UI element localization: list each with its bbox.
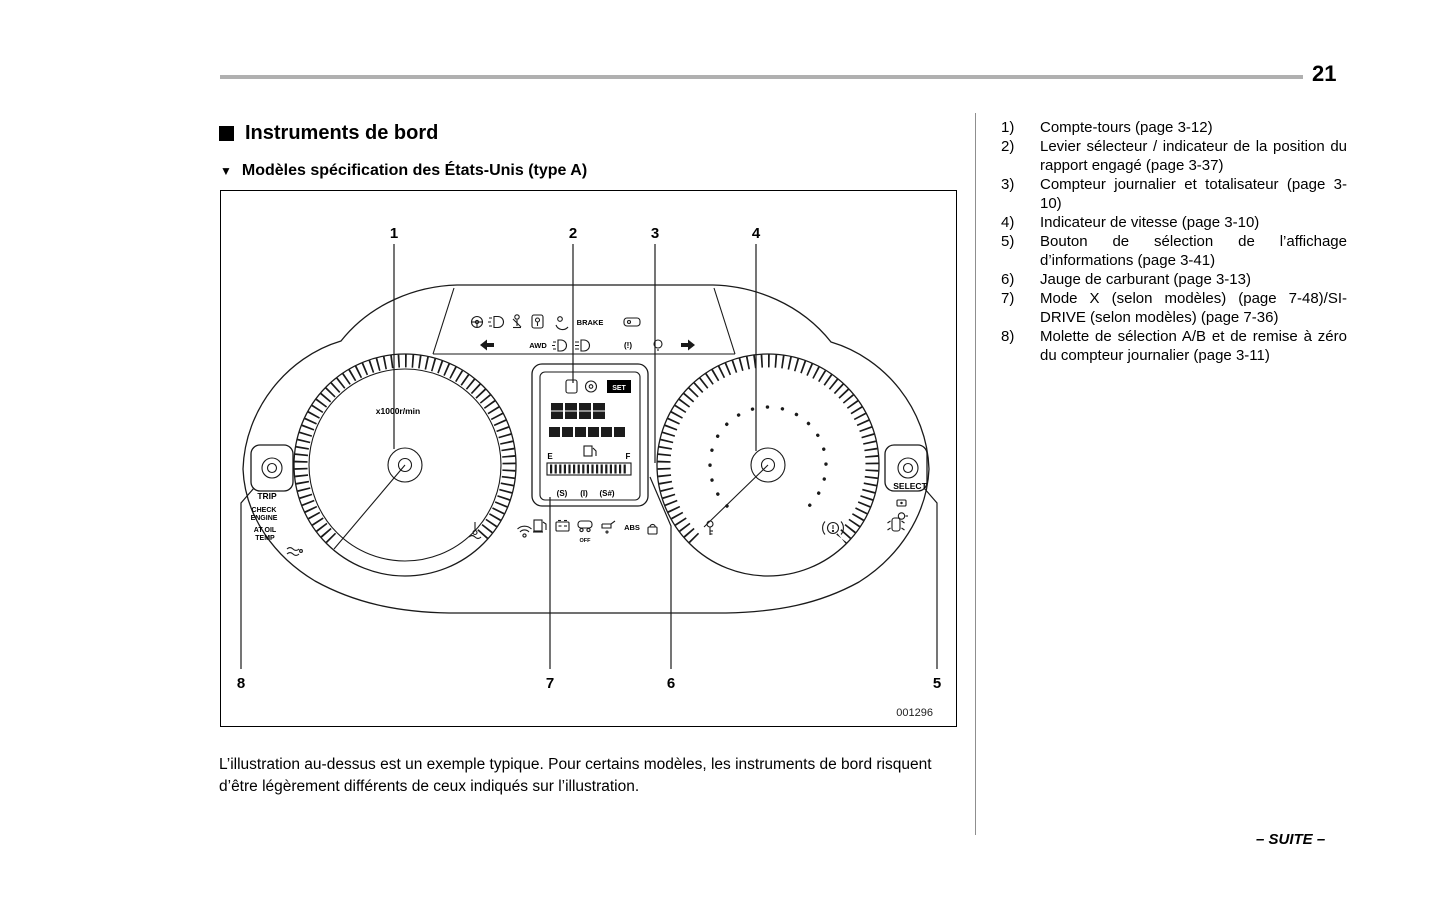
figure-frame <box>220 190 957 727</box>
fuel-full-label: F <box>625 452 631 461</box>
subsection-heading-text: Modèles spécification des États-Unis (type A) <box>241 162 588 179</box>
select-knob-center[interactable] <box>904 464 913 473</box>
legend-item-text: Mode X (selon modèles) (page 7-48)/SI-DRIVE (selon modèles) (page 7-36) <box>1040 290 1347 326</box>
triangle-icon: ▼ <box>220 164 232 178</box>
si-drive-mode-display <box>557 489 615 498</box>
select-label: SELECT <box>893 481 927 491</box>
turn-right-indicator-icon <box>681 340 695 351</box>
oil-pressure-icon <box>602 521 615 533</box>
brake-warning-label: BRAKE <box>576 318 604 327</box>
fuel-empty-label: E <box>547 452 553 461</box>
lower-warning-icons-row <box>533 520 657 544</box>
off-label: OFF <box>579 538 591 544</box>
section-square-icon <box>219 126 234 141</box>
trip-knob-tab <box>251 445 293 491</box>
callout-8: 8 <box>236 675 246 692</box>
tpms-icon: (!) <box>624 341 632 350</box>
security-indicator-icon <box>624 318 640 326</box>
speedometer-gauge <box>657 354 879 576</box>
seatbelt-warning-icon <box>513 315 521 328</box>
legend-item-text: Levier sélecteur / indicateur de la position du rapport engagé (page 3-37) <box>1040 138 1347 174</box>
section-heading <box>219 122 438 145</box>
awd-label: AWD <box>529 341 547 350</box>
at-oil-label: AT OIL <box>253 527 277 534</box>
legend-item-8 <box>1001 327 1347 365</box>
legend-item-text: Molette de sélection A/B et de remise à zéro du compteur journalier (page 3-11) <box>1040 328 1347 364</box>
center-display-console <box>532 364 648 506</box>
legend-item-text: Jauge de carburant (page 3-13) <box>1040 271 1251 288</box>
figure-caption: L’illustration au-dessus est un exemple typique. Pour certains modèles, les instruments de bord risquent d’être légèrement différents de ceux indiqués sur l’illustration. <box>219 755 932 795</box>
temp-label: TEMP <box>255 535 275 542</box>
legend-item-1 <box>1001 118 1347 137</box>
gear-position-display <box>566 380 631 393</box>
trip-meter-display <box>549 427 625 437</box>
figure-code: 001296 <box>896 707 933 719</box>
headlight-warning-icon <box>488 317 504 328</box>
battery-charge-icon <box>556 521 569 532</box>
callout-5: 5 <box>932 675 942 692</box>
mode-i-label: (I) <box>580 489 588 498</box>
legend-item-number: 8) <box>1001 328 1015 345</box>
fuel-gauge <box>547 446 631 475</box>
speedometer-needle <box>704 465 768 527</box>
odometer-display <box>551 403 605 419</box>
callout-3: 3 <box>650 225 660 242</box>
cluster-shell-outline <box>243 285 929 613</box>
mode-sharp-label: (S#) <box>599 489 615 498</box>
high-beam-icon <box>575 340 590 351</box>
legend-item-number: 2) <box>1001 138 1015 155</box>
callout-6: 6 <box>666 675 676 692</box>
select-knob[interactable] <box>898 458 918 478</box>
legend-item-number: 1) <box>1001 119 1015 136</box>
set-label: SET <box>612 385 626 392</box>
trip-reset-knob[interactable] <box>262 458 282 478</box>
legend-item-text: Compte-tours (page 3-12) <box>1040 119 1213 136</box>
instrument-cluster-figure <box>221 191 956 724</box>
page-number: 21 <box>1312 61 1337 86</box>
trip-label: TRIP <box>257 491 277 501</box>
legend-item-number: 7) <box>1001 290 1015 307</box>
door-ajar-icon <box>888 518 905 531</box>
legend-item-2 <box>1001 137 1347 175</box>
legend-item-6 <box>1001 270 1347 289</box>
tachometer-unit-label: x1000r/min <box>375 406 421 416</box>
oil-temp-icon <box>287 548 302 556</box>
legend-item-number: 5) <box>1001 233 1015 250</box>
legend-item-3 <box>1001 175 1347 213</box>
vdc-off-icon <box>578 521 592 532</box>
display-switch-icon <box>897 500 906 506</box>
callout-line-6 <box>650 477 671 669</box>
subsection-heading <box>220 162 587 180</box>
turn-left-indicator-icon <box>480 340 494 351</box>
trip-reset-knob-center[interactable] <box>268 464 277 473</box>
legend-item-text: Indicateur de vitesse (page 3-10) <box>1040 214 1260 231</box>
column-divider <box>975 113 976 835</box>
brake-system-warning-icon <box>823 522 844 535</box>
engine-label: ENGINE <box>250 515 278 522</box>
passenger-airbag-icon <box>532 315 543 328</box>
legend-item-5 <box>1001 232 1347 270</box>
callout-2: 2 <box>568 225 578 242</box>
abs-label: ABS <box>624 523 640 532</box>
steering-warning-icon <box>472 317 483 328</box>
door-lock-icon <box>648 524 657 534</box>
keyless-warning-icon <box>518 526 532 537</box>
mode-s-label: (S) <box>556 489 568 498</box>
continuation-marker: – SUITE – <box>1256 831 1326 848</box>
warning-lights-row-2 <box>480 340 695 352</box>
airbag-warning-icon <box>556 317 568 330</box>
legend-item-4 <box>1001 213 1347 232</box>
section-heading-text: Instruments de bord <box>245 122 439 144</box>
odometer-switch-icon <box>898 513 908 519</box>
speedometer-tick-ring <box>664 361 872 539</box>
check-label: CHECK <box>251 507 277 514</box>
low-fuel-icon <box>533 520 546 532</box>
legend-item-number: 3) <box>1001 176 1015 193</box>
legend-item-text: Bouton de sélection de l’affichage d’informations (page 3-41) <box>1040 233 1347 269</box>
callout-7: 7 <box>545 675 555 692</box>
speedometer-number-dots <box>710 407 826 506</box>
callout-1: 1 <box>389 225 399 242</box>
fuel-pump-icon <box>584 446 596 456</box>
callout-4: 4 <box>751 225 761 242</box>
legend-list <box>1001 118 1347 365</box>
legend-item-text: Compteur journalier et totalisateur (page 3-10) <box>1040 176 1347 212</box>
tachometer-tick-ring <box>301 361 509 539</box>
legend-item-number: 4) <box>1001 214 1015 231</box>
tachometer-gauge <box>294 354 516 576</box>
callout-line-5 <box>924 488 937 669</box>
legend-item-7 <box>1001 289 1347 327</box>
header-rule <box>220 75 1303 79</box>
legend-item-number: 6) <box>1001 271 1015 288</box>
rear-fog-light-icon <box>552 340 567 351</box>
coolant-temp-icon <box>469 522 481 539</box>
warning-lights-row-1 <box>472 315 641 330</box>
